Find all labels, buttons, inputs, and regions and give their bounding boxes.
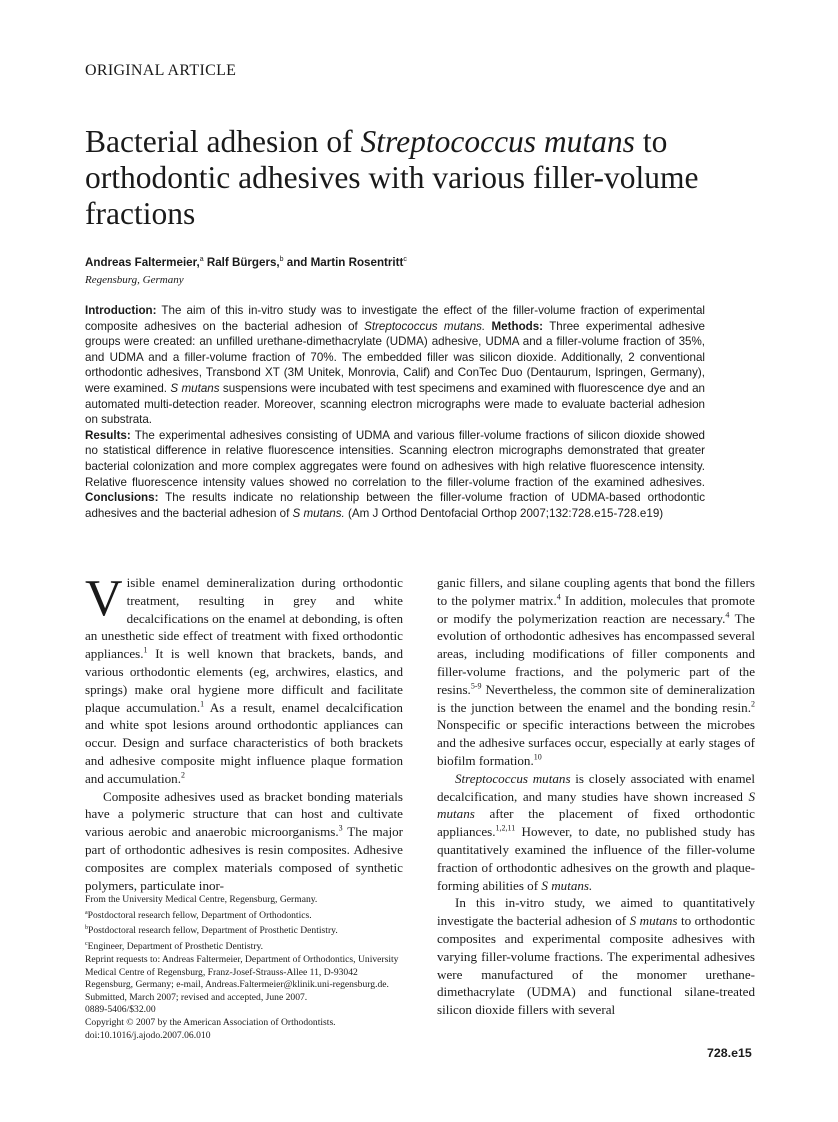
abstract-intro-label: Introduction: bbox=[85, 304, 157, 317]
paragraph-text: It is well known that brackets, bands, and various orthodontic elements (eg, archwires, elastics, and springs) make oral hygiene more difficult and facilitate plaque accumulation. bbox=[85, 646, 403, 715]
footnote-text: Postdoctoral research fellow, Department of Prosthetic Dentistry. bbox=[88, 925, 338, 937]
paragraph-text: The major part of orthodontic adhesives is resin composites. Adhesive composites are complex materials composed of synthetic polymers, particulate inor- bbox=[85, 824, 403, 893]
page-number: 728.e15 bbox=[707, 1046, 752, 1060]
footnote-text: Postdoctoral research fellow, Department of Orthodontics. bbox=[87, 909, 312, 921]
footnotes bbox=[85, 894, 405, 1042]
body-column-right bbox=[437, 574, 755, 1019]
footnote-doi: doi:10.1016/j.ajodo.2007.06.010 bbox=[85, 1029, 211, 1041]
footnote-mark: c bbox=[85, 941, 88, 948]
abstract-results-label: Results: bbox=[85, 428, 131, 442]
abstract-methods-label: Methods: bbox=[485, 319, 544, 333]
reference-mark: 2 bbox=[181, 770, 185, 780]
author-name: Ralf Bürgers, bbox=[203, 256, 280, 269]
paragraph-text: Nevertheless, the common site of demineralization is the junction between the enamel and the bonding resin. bbox=[437, 681, 755, 715]
reference-mark: 5-9 bbox=[470, 681, 482, 691]
reference-mark: 1,2,11 bbox=[495, 823, 516, 833]
reference-mark: 2 bbox=[751, 699, 755, 709]
paragraph-text: ganic fillers, and silane coupling agents that bond the fillers to the polymer matrix. bbox=[437, 575, 755, 608]
reference-mark: 4 bbox=[725, 610, 730, 620]
abstract-intro-species: Streptococcus mutans. bbox=[364, 319, 486, 333]
abstract-methods-species: S mutans bbox=[170, 381, 220, 395]
paragraph-text: In this in-vitro study, we aimed to quantitatively investigate the bacterial adhesion of bbox=[437, 895, 755, 929]
footnote-text: Engineer, Department of Prosthetic Dentistry. bbox=[87, 941, 264, 953]
article-title bbox=[85, 124, 785, 232]
paragraph-text: However, to date, no published study has quantitatively examined the influence of the filler-volume fraction of orthodontic adhesives on the growth and plaque-forming abilities of bbox=[437, 824, 755, 893]
footnote-copyright: Copyright © 2007 by the American Association of Orthodontists. bbox=[85, 1016, 336, 1028]
body-paragraph bbox=[437, 574, 755, 770]
section-label: ORIGINAL ARTICLE bbox=[85, 62, 237, 79]
paragraph-text: Nonspecific or specific interactions between the microbes and the adhesive surfaces occur, especially at early stages of biofilm formation. bbox=[437, 717, 755, 768]
footnote-c bbox=[85, 938, 405, 954]
footnote-from: From the University Medical Centre, Regensburg, Germany. bbox=[85, 894, 318, 905]
paragraph-text: The evolution of orthodontic adhesives has encompassed several areas, including modifications of filler components and filler-volume fractions, and the polymeric part of the resins. bbox=[437, 610, 755, 697]
abstract-citation: (Am J Orthod Dentofacial Orthop 2007;132:728.e15-728.e19) bbox=[344, 506, 664, 520]
paragraph-text: Composite adhesives used as bracket bonding materials have a polymeric structure that can host and cultivate various aerobic and anaerobic microorganisms. bbox=[85, 788, 403, 840]
footnote-b bbox=[85, 922, 405, 938]
body-paragraph bbox=[85, 570, 403, 788]
paragraph-text: isible enamel demineralization during orthodontic treatment, resulting in grey and white decalcifications on the enamel at debonding, is often an unesthetic side effect of treatment with fixed orthodontic appliances. bbox=[85, 575, 403, 662]
author-mark: c bbox=[403, 256, 407, 264]
body-paragraph bbox=[85, 788, 403, 895]
paragraph-text: As a result, enamel decalcification and white spot lesions around orthodontic appliances can occur. Design and surface characteristics of both brackets and adhesive composite might influence plaque formation and accumulation. bbox=[85, 699, 403, 786]
author-list bbox=[85, 256, 407, 269]
paragraph-text: In addition, molecules that promote or modify the polymerization reaction are necessary. bbox=[437, 592, 755, 626]
footnote-submitted: Submitted, March 2007; revised and accepted, June 2007. bbox=[85, 991, 308, 1003]
drop-cap: V bbox=[85, 570, 123, 627]
abstract-conclusions-text: The results indicate no relationship between the filler-volume fraction of UDMA-based orthodontic adhesives and the bacterial adhesion of bbox=[85, 491, 705, 520]
footnote-mark: a bbox=[85, 909, 88, 916]
body-paragraph bbox=[437, 770, 755, 895]
abstract-intro-text: The aim of this in-vitro study was to investigate the effect of the filler-volume fraction of experimental composite adhesives on the bacterial adhesion of bbox=[85, 304, 705, 333]
footnote-a bbox=[85, 907, 405, 923]
footnote-mark: b bbox=[85, 925, 88, 932]
footnote-reprint: Reprint requests to: Andreas Faltermeier, Department of Orthodontics, University Medical Centre of Regensburg, Franz-Josef-Strauss-Allee 11, D-93042 Regensburg, Germany; e-mail, Andreas.Faltermeier@klinik.uni-regensburg.de. bbox=[85, 953, 399, 991]
reference-mark: 4 bbox=[556, 592, 561, 602]
title-text-1: Bacterial adhesion of bbox=[85, 124, 361, 159]
reference-mark: 10 bbox=[533, 752, 542, 762]
reference-mark: 3 bbox=[338, 823, 343, 833]
affiliation: Regensburg, Germany bbox=[85, 274, 184, 286]
species-name: S mutans bbox=[629, 913, 678, 929]
abstract-results-text: The experimental adhesives consisting of UDMA and various filler-volume fractions of silicon dioxide showed no statistical difference in relative fluorescence intensities. Scanning electron micrographs demonstrated that greater bacterial colonization and more complex aggregates were found on adhesives with high relative fluorescence intensity. Relative fluorescence intensity values showed no correlation to the filler-volume fraction of the examined adhesives. bbox=[85, 428, 705, 489]
species-name: Streptococcus mutans bbox=[455, 770, 571, 786]
author-name: and Martin Rosentritt bbox=[283, 256, 404, 269]
body-column-left bbox=[85, 570, 403, 894]
footnote-issn: 0889-5406/$32.00 bbox=[85, 1004, 156, 1016]
species-name: S mutans bbox=[437, 788, 755, 822]
body-paragraph bbox=[437, 894, 755, 1019]
title-species: Streptococcus mutans bbox=[360, 124, 635, 159]
author-name: Andreas Faltermeier, bbox=[85, 256, 200, 269]
paragraph-text: after the placement of fixed orthodontic appliances. bbox=[437, 806, 755, 840]
author-mark: b bbox=[279, 256, 284, 264]
abstract-conclusions-label: Conclusions: bbox=[85, 491, 159, 505]
reference-mark: 1 bbox=[143, 645, 148, 655]
abstract bbox=[85, 303, 705, 521]
species-name: S mutans. bbox=[541, 877, 593, 893]
abstract-conclusions-species: S mutans. bbox=[292, 506, 345, 520]
abstract-methods-text: Three experimental adhesive groups were created: an unfilled urethane-dimethacrylate (UDMA) adhesive, UDMA and a filler-volume fraction of 35%, and UDMA and a filler-volume fraction of 70%. The embedded filler was silicon dioxide. Additionally, 2 conventional orthodontic adhesives, Transbond XT (3M Unitek, Monrovia, Calif) and ConTec Duo (Dentaurum, Ispringen, Germany), were examined. bbox=[85, 319, 705, 395]
author-mark: a bbox=[199, 256, 204, 264]
paragraph-text: to orthodontic composites and experimental composite adhesives with varying filler-volume fractions. The experimental adhesives were manufactured of the monomer urethane-dimethacrylate (UDMA) and functional silane-treated silicon dioxide fillers with several bbox=[437, 913, 755, 1018]
reference-mark: 1 bbox=[200, 699, 205, 709]
title-text-2: to orthodontic adhesives with various filler-volume fractions bbox=[85, 124, 699, 231]
paragraph-text: is closely associated with enamel decalcification, and many studies have shown increased bbox=[437, 770, 755, 804]
abstract-methods-text-2: suspensions were incubated with test specimens and examined with fluorescence dye and an automated multi-detection reader. Moreover, scanning electron micrographs were made to evaluate bacterial adhesion on substrata. bbox=[85, 381, 705, 427]
